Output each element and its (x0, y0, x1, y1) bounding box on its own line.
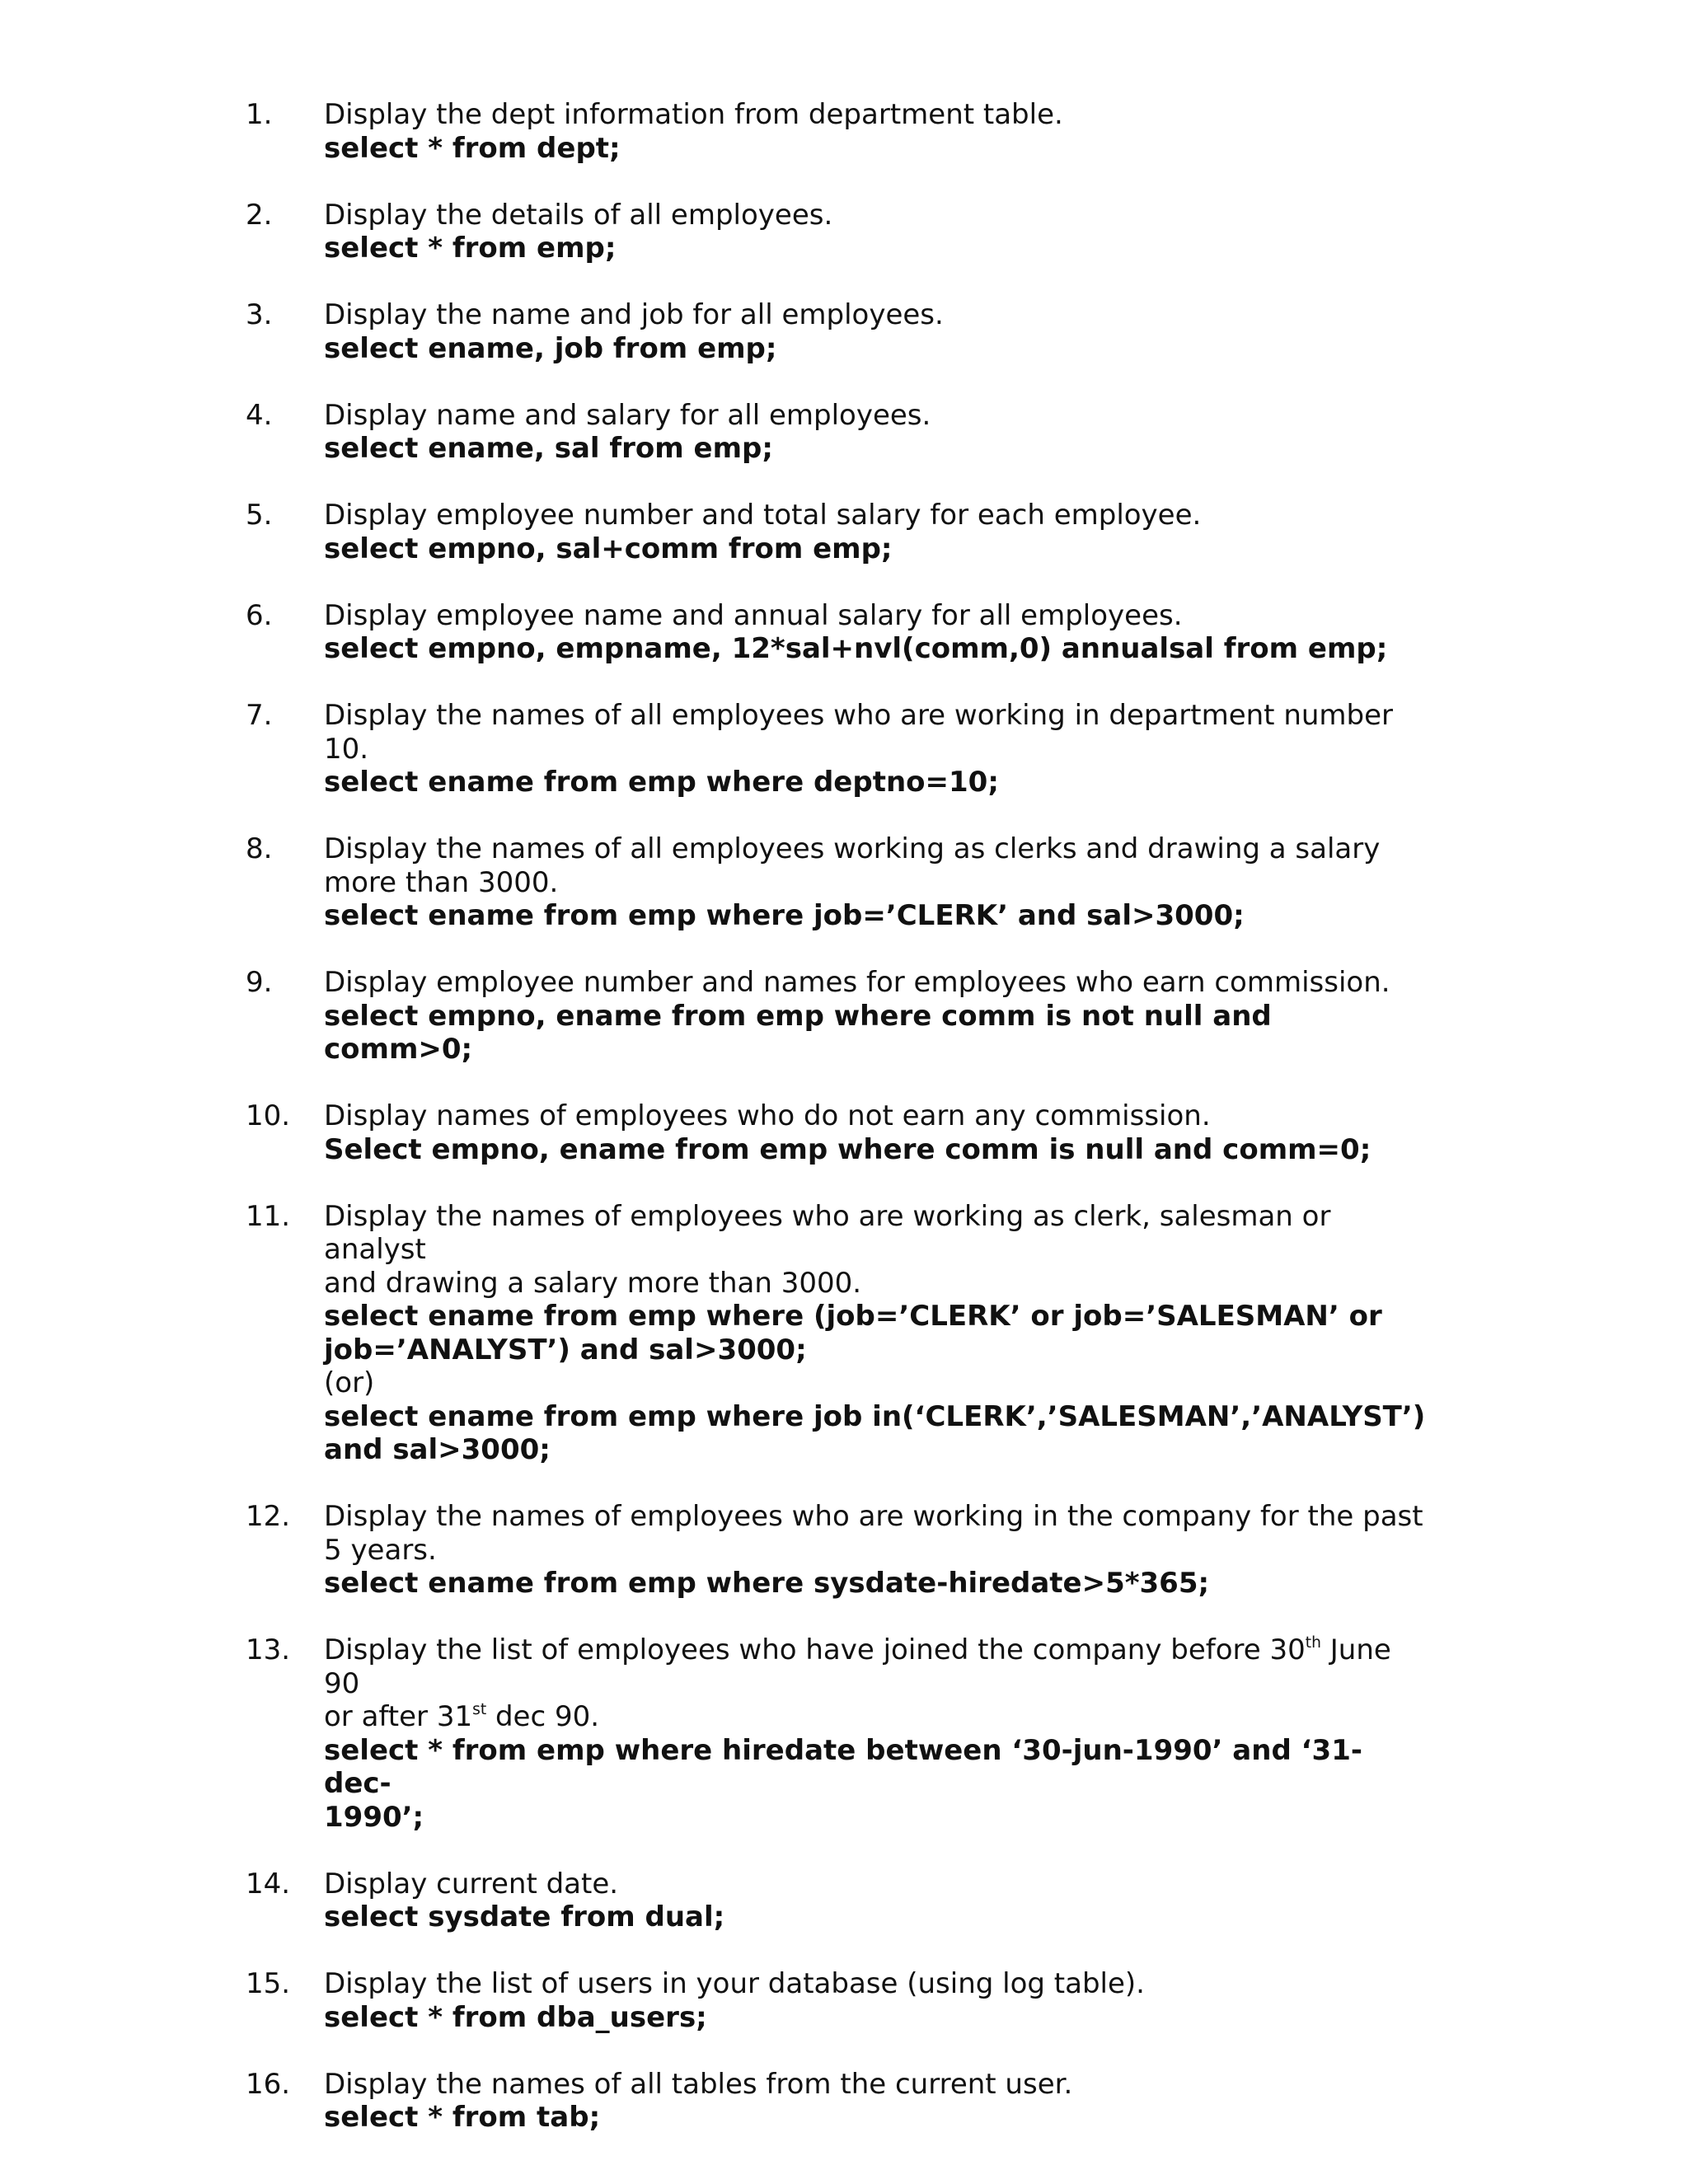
question-text: Display the names of all tables from the current user. (324, 2067, 1073, 2101)
sql-answer: select empno, empname, 12*sal+nvl(comm,0) annualsal from emp; (324, 632, 1388, 665)
question-number: 9. (246, 966, 273, 999)
question-body (324, 1633, 1428, 1834)
question-number: 6. (246, 598, 273, 632)
question-text: Display the dept information from department table. (324, 98, 1063, 131)
question-text: Display the details of all employees. (324, 198, 833, 232)
question-item (0, 98, 1688, 165)
question-body (324, 298, 1428, 365)
question-text-line: more than 3000. (324, 865, 559, 899)
text-segment: Display the list of employees who have joined the company before 30 (324, 1633, 1306, 1666)
question-number: 7. (246, 699, 273, 732)
question-text-line (324, 1633, 1428, 1700)
question-number: 16. (246, 2067, 291, 2101)
question-item (0, 599, 1688, 666)
sql-answer-line: job=’ANALYST’) and sal>3000; (324, 1333, 807, 1366)
question-item (0, 832, 1688, 933)
sql-answer: Select empno, ename from emp where comm is null and comm=0; (324, 1132, 1372, 1166)
superscript: th (1305, 1633, 1321, 1652)
question-body (324, 966, 1428, 1066)
question-number: 4. (246, 398, 273, 432)
question-item (0, 966, 1688, 1066)
question-item (0, 399, 1688, 466)
question-body (324, 1500, 1428, 1601)
question-number: 11. (246, 1199, 291, 1233)
question-text: Display employee number and total salary for each employee. (324, 499, 1202, 532)
question-item (0, 699, 1688, 799)
question-number: 2. (246, 198, 273, 232)
question-text-line (324, 1700, 1428, 1734)
sql-answer: select * from emp; (324, 232, 617, 265)
question-item (0, 1500, 1688, 1601)
question-text: Display employee number and names for employees who earn commission. (324, 966, 1390, 999)
question-text-line: 5 years. (324, 1533, 437, 1567)
question-body (324, 832, 1428, 933)
question-text: Display the name and job for all employees. (324, 298, 944, 331)
question-body (324, 599, 1428, 666)
sql-answer: select * from tab; (324, 2101, 601, 2134)
sql-answer: select sysdate from dual; (324, 1900, 725, 1933)
question-text-line: Display the names of employees who are working as clerk, salesman or analyst (324, 1199, 1331, 1266)
question-body (324, 1099, 1428, 1166)
question-number: 5. (246, 499, 273, 532)
question-item (0, 1200, 1688, 1467)
question-text: Display employee name and annual salary for all employees. (324, 598, 1183, 632)
question-item (0, 1967, 1688, 2034)
question-number: 8. (246, 832, 273, 865)
question-number: 3. (246, 298, 273, 331)
question-body (324, 1868, 1428, 1934)
sql-answer: select empno, ename from emp where comm is not null and comm>0; (324, 999, 1272, 1066)
question-number: 13. (246, 1633, 291, 1666)
sql-answer-alternative-line: select ename from emp where job in(‘CLERK’,’SALESMAN’,’ANALYST’) (324, 1399, 1426, 1433)
question-list (0, 98, 1688, 2168)
question-number: 15. (246, 1967, 291, 2000)
question-item (0, 499, 1688, 565)
sql-answer: select * from dept; (324, 131, 621, 165)
question-text: Display the names of all employees who are working in department number 10. (324, 699, 1394, 766)
question-text: Display current date. (324, 1867, 619, 1900)
question-text-line: Display the names of all employees working as clerks and drawing a salary (324, 832, 1381, 865)
sql-answer-line: 1990’; (324, 1800, 424, 1834)
question-text: Display name and salary for all employees. (324, 398, 931, 432)
sql-answer: select empno, sal+comm from emp; (324, 532, 893, 565)
question-body (324, 98, 1428, 165)
question-text: Display names of employees who do not earn any commission. (324, 1099, 1211, 1132)
sql-answer: select ename from emp where job=’CLERK’ and sal>3000; (324, 899, 1245, 932)
question-item (0, 199, 1688, 265)
question-item (0, 1633, 1688, 1834)
alternative-label: (or) (324, 1366, 375, 1399)
question-item (0, 298, 1688, 365)
question-item (0, 2068, 1688, 2135)
text-segment: or after 31 (324, 1700, 473, 1733)
question-body (324, 1200, 1428, 1467)
sql-answer-line: select ename from emp where (job=’CLERK’ or job=’SALESMAN’ or (324, 1300, 1382, 1333)
sql-answer-line: select * from emp where hiredate between ‘30-jun-1990’ and ‘31-dec- (324, 1733, 1362, 1800)
question-text-line: and drawing a salary more than 3000. (324, 1266, 862, 1300)
sql-answer: select ename from emp where deptno=10; (324, 766, 999, 799)
question-body (324, 2068, 1428, 2135)
sql-answer-alternative-line: and sal>3000; (324, 1433, 551, 1466)
sql-answer: select ename, job from emp; (324, 331, 777, 365)
question-body (324, 399, 1428, 466)
text-segment: dec 90. (486, 1700, 600, 1733)
question-body (324, 199, 1428, 265)
sql-answer: select * from dba_users; (324, 2000, 707, 2034)
question-number: 1. (246, 98, 273, 131)
text-segment: June 90 (324, 1633, 1391, 1700)
question-item (0, 1099, 1688, 1166)
question-body (324, 499, 1428, 565)
question-item (0, 1868, 1688, 1934)
sql-answer: select ename, sal from emp; (324, 432, 773, 465)
question-number: 14. (246, 1867, 291, 1900)
question-body (324, 1967, 1428, 2034)
superscript: st (472, 1700, 487, 1718)
question-body (324, 699, 1428, 799)
question-number: 12. (246, 1500, 291, 1533)
sql-answer: select ename from emp where sysdate-hiredate>5*365; (324, 1567, 1210, 1600)
question-text: Display the list of users in your database (using log table). (324, 1967, 1145, 2000)
question-text-line: Display the names of employees who are working in the company for the past (324, 1500, 1423, 1533)
question-number: 10. (246, 1099, 291, 1132)
